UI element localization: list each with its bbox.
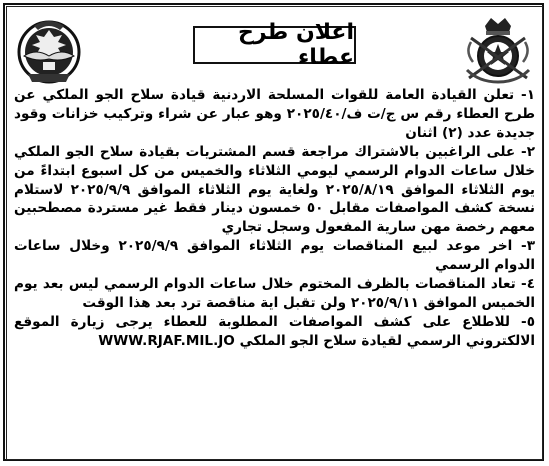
paragraph-5: [14, 313, 535, 351]
paragraph-2: ٢- على الراغبين بالاشتراك مراجعة قسم المشتريات بقيادة سلاح الجو الملكي خلال ساعات الدوام الرسمي ليومي الثلاثاء والخميس من كل اسبوع ابتداءً من يوم الثلاثاء الموافق ٢٠٢٥/٨/١٩ ولغاية يوم الثلاثاء الموافق ٢٠٢٥/٩/٩ لاستلام نسخة كشف المواصفات مقابل ٥٠ خمسون دينار فقط غير مستردة مصطحبين معهم رخصة مهن سارية المفعول وسجل تجاري: [14, 143, 535, 236]
rjaf-emblem-icon: [10, 12, 88, 90]
paragraph-3: ٣- اخر موعد لبيع المناقصات يوم الثلاثاء الموافق ٢٠٢٥/٩/٩ وخلال ساعات الدوام الرسمي: [14, 238, 536, 274]
jaf-crown-emblem-icon: [459, 12, 537, 90]
announcement-title: اعلان طرح عطاء: [238, 20, 354, 70]
title-box: [193, 20, 356, 70]
announcement-body: [14, 86, 535, 351]
website-link[interactable]: WWW.RJAF.MIL.JO: [98, 332, 235, 349]
paragraph-4: ٤- تعاد المناقصات بالظرف المختوم خلال ساعات الدوام الرسمي ليس بعد يوم الخميس الموافق ٢٠٢٥/٩/١١ ولن تقبل اية مناقصة ترد بعد هذا الوقت: [14, 276, 535, 311]
paragraph-5-text: ٥- للاطلاع على كشف المواصفات المطلوبة للعطاء يرجى زيارة الموقع الالكتروني الرسمي لقيادة سلاح الجو الملكي: [14, 313, 535, 349]
paragraph-1: ١- تعلن القيادة العامة للقوات المسلحة الاردنية قيادة سلاح الجو الملكي عن طرح العطاء رقم س ج/ت ف/٢٠٢٥/٤٠ وهو عبار عن شراء وتركيب خزانات وقود جديدة عدد (٢) اثنان: [14, 87, 535, 141]
